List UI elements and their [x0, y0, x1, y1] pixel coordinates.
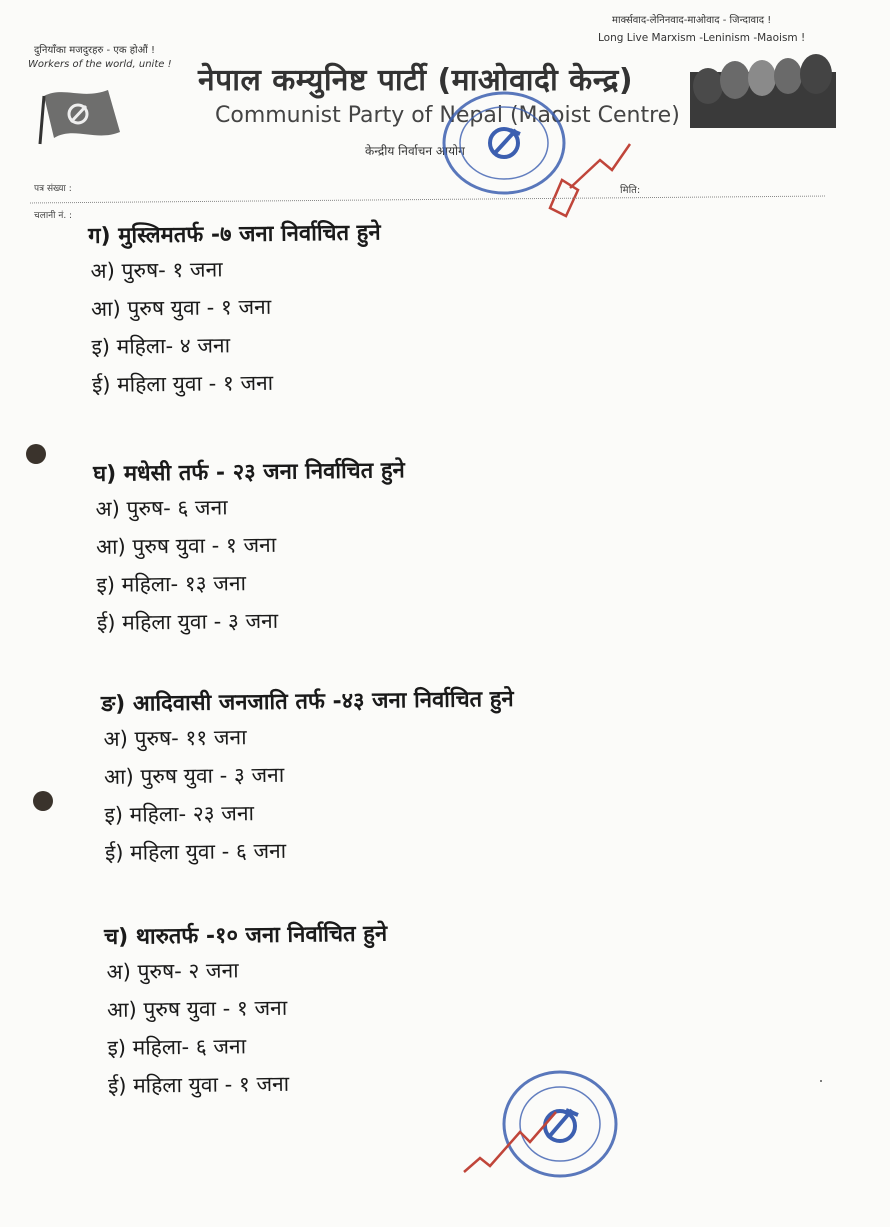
list-item: इ) महिला- ६ जना	[107, 1034, 247, 1060]
list-item: इ) महिला- २३ जना	[104, 801, 255, 827]
section-madhesi	[93, 456, 407, 642]
committee-name: केन्द्रीय निर्वाचन आयोग	[365, 144, 465, 158]
list-item: इ) महिला- १३ जना	[96, 571, 247, 597]
section-adivasi-janajati	[101, 685, 516, 872]
punch-hole	[26, 444, 46, 464]
reference-number-label: पत्र संख्या :	[34, 184, 72, 194]
section-muslim	[88, 218, 383, 404]
hammer-sickle-flag-icon	[38, 82, 124, 146]
right-slogan-english: Long Live Marxism -Leninism -Maoism !	[598, 32, 806, 44]
list-item: ई) महिला युवा - ३ जना	[96, 608, 279, 635]
section-heading: घ) मधेसी तर्फ - २३ जना निर्वाचित हुने	[93, 458, 405, 487]
list-item: ई) महिला युवा - १ जना	[91, 370, 274, 397]
list-item: ई) महिला युवा - १ जना	[107, 1071, 290, 1098]
list-item: आ) पुरुष युवा - १ जना	[106, 995, 288, 1022]
signature-mark	[540, 130, 640, 220]
right-slogan-nepali: मार्क्सवाद-लेनिनवाद-माओवाद - जिन्दावाद !	[612, 15, 772, 26]
party-stamp-bottom-icon	[460, 1062, 626, 1192]
party-name-nepali: नेपाल कम्युनिष्ट पार्टी (माओवादी केन्द्र)	[198, 63, 634, 98]
date-label: मिति:	[620, 185, 641, 196]
leaders-portraits-icon	[690, 44, 836, 128]
list-item: अ) पुरुष- ११ जना	[103, 725, 247, 751]
section-heading: ग) मुस्लिमतर्फ -७ जना निर्वाचित हुने	[88, 220, 381, 249]
list-item: अ) पुरुष- ६ जना	[95, 495, 228, 521]
list-item: आ) पुरुष युवा - १ जना	[95, 532, 277, 559]
list-item: अ) पुरुष- २ जना	[106, 958, 239, 984]
header-divider	[30, 196, 825, 204]
list-item: अ) पुरुष- १ जना	[90, 257, 223, 283]
slogan-english: Workers of the world, unite !	[28, 59, 172, 70]
list-item: आ) पुरुष युवा - १ जना	[90, 294, 272, 321]
list-item: ई) महिला युवा - ६ जना	[104, 838, 287, 865]
punch-hole	[33, 791, 53, 811]
list-item: आ) पुरुष युवा - ३ जना	[103, 762, 285, 789]
section-heading: ङ) आदिवासी जनजाति तर्फ -४३ जना निर्वाचित हुने	[101, 686, 514, 717]
speck	[820, 1080, 822, 1082]
slogan-nepali: दुनियाँका मजदुरहरु - एक होऔं !	[34, 45, 156, 56]
dispatch-number-label: चलानी नं. :	[34, 211, 73, 221]
section-heading: च) थारुतर्फ -१० जना निर्वाचित हुने	[104, 921, 388, 950]
list-item: इ) महिला- ४ जना	[91, 333, 231, 359]
party-name-english: Communist Party of Nepal (Maoist Centre)	[215, 103, 680, 128]
section-tharu	[104, 920, 389, 1105]
